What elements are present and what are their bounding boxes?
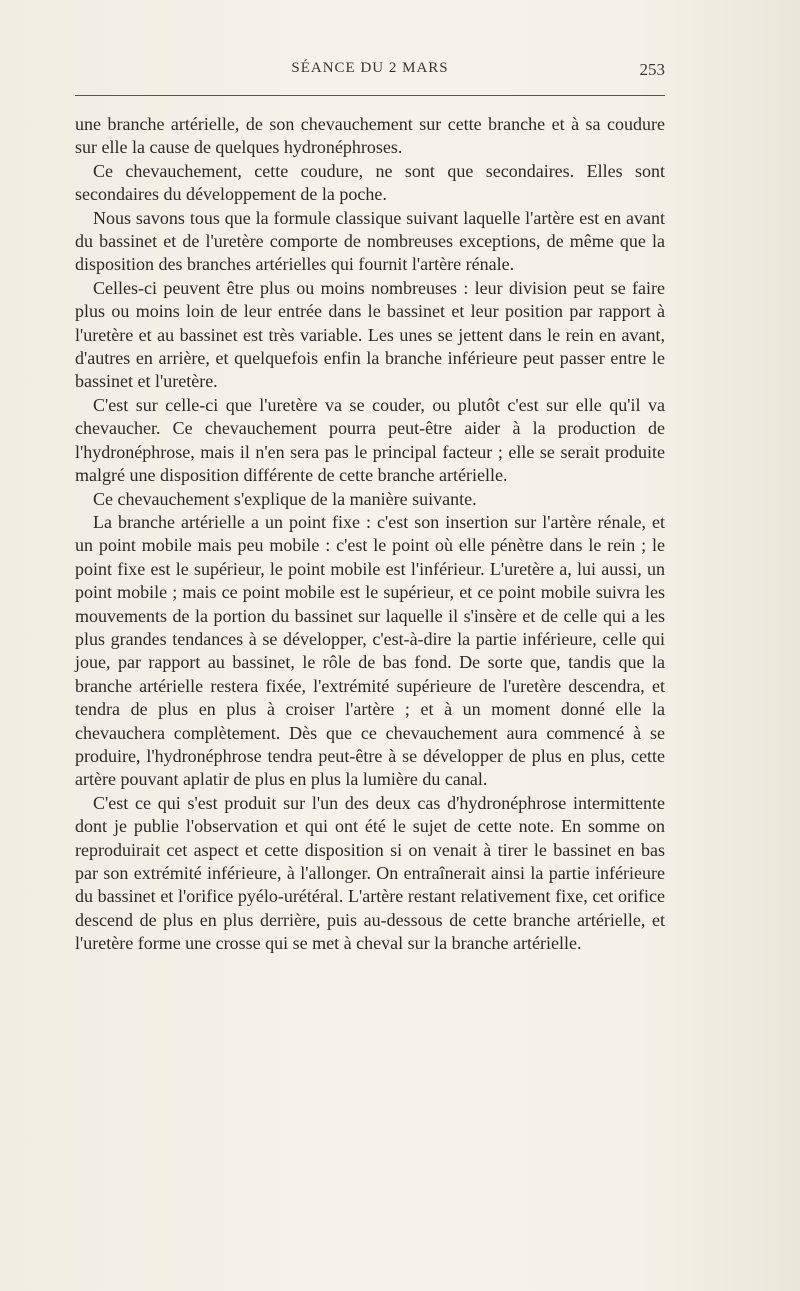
paragraph: C'est ce qui s'est produit sur l'un des deux cas d'hydronéphrose intermittente dont je publie l'observation et qui ont été le sujet de cette note. En somme on reproduirait cet aspect et cette disposition si on venait à tirer le bassinet en bas par son extrémité inférieure, à l'allonger. On entraînerait ainsi la partie inférieure du bassinet et l'orifice pyélo-urétéral. L'artère restant relativement fixe, cet orifice descend de plus en plus derrière, puis au-dessous de cette branche artérielle, et l'uretère forme une crosse qui se met à cheval sur la branche artérielle. [75, 792, 665, 954]
page-number: 253 [639, 60, 665, 79]
paragraph: La branche artérielle a un point fixe : c'est son insertion sur l'artère rénale, et un point mobile mais peu mobile : c'est le point où elle pénètre dans le rein ; le point fixe est le supérieur, le point mobile est l'inférieur. L'uretère a, lui aussi, un point mobile ; mais ce point mobile est le supérieur, et ce point mobile suivra les mouvements de la portion du bassinet sur laquelle il s'insère et de celle qui a les plus grandes tendances à se développer, c'est-à-dire la partie inférieure, celle qui joue, par rapport au bassinet, le rôle de bas fond. De sorte que, tandis que la branche artérielle restera fixée, l'extrémité supérieure de l'uretère descendra, et tendra de plus en plus à croiser l'artère ; et à un moment donné elle la chevauchera complètement. Dès que ce chevauchement aura commencé à se produire, l'hydronéphrose tendra peut-être à se développer de plus en plus, cette artère pouvant aplatir de plus en plus la lumière du canal. [75, 511, 665, 790]
body-text [75, 113, 665, 956]
running-title: SÉANCE DU 2 MARS [291, 60, 449, 76]
paragraph-continuation: une branche artérielle, de son chevauchement sur cette branche et à sa coudure sur elle la cause de quelques hydronéphroses. [75, 114, 665, 158]
paragraph: Celles-ci peuvent être plus ou moins nombreuses : leur division peut se faire plus ou moins loin de leur entrée dans le bassinet et leur position par rapport à l'uretère et au bassinet est très variable. Les unes se jettent dans le rein en avant, d'autres en arrière, et quelquefois enfin la branche inférieure peut passer entre le bassinet et l'uretère. [75, 277, 665, 392]
paragraph: Nous savons tous que la formule classique suivant laquelle l'artère est en avant du bassinet et de l'uretère comporte de nombreuses exceptions, de même que la disposition des branches artérielles qui fournit l'artère rénale. [75, 207, 665, 275]
page-header [75, 60, 665, 84]
header-rule [75, 95, 665, 96]
paragraph: Ce chevauchement s'explique de la manière suivante. [93, 488, 477, 509]
paragraph: C'est sur celle-ci que l'uretère va se couder, ou plutôt c'est sur elle qu'il va chevaucher. Ce chevauchement pourra peut-être aider à la production de l'hydronéphrose, mais il n'en sera pas le principal facteur ; elle se serait produite malgré une disposition différente de cette branche artérielle. [75, 394, 665, 486]
paragraph: Ce chevauchement, cette coudure, ne sont que secondaires. Elles sont secondaires du développement de la poche. [75, 160, 665, 205]
